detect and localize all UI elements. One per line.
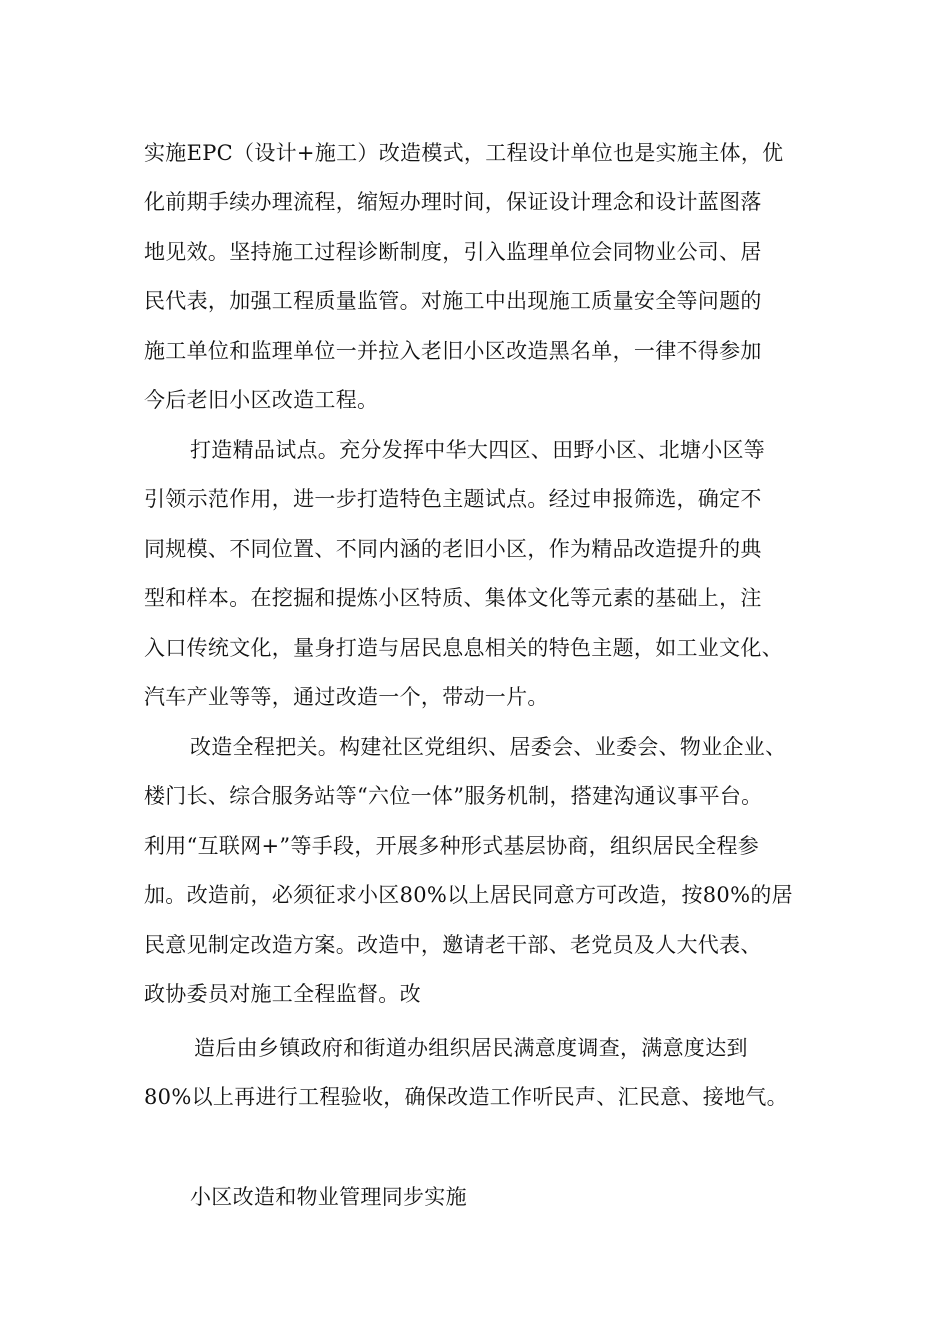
paragraph-3-line-3: 利用“互联网+”等手段，开展多种形式基层协商，组织居民全程参 bbox=[144, 834, 760, 858]
paragraph-4-line-2: 80%以上再进行工程验收，确保改造工作听民声、汇民意、接地气。 bbox=[144, 1085, 788, 1109]
paragraph-3-line-5: 民意见制定改造方案。改造中，邀请老干部、老党员及人大代表、 bbox=[144, 933, 762, 957]
paragraph-3-line-2: 楼门长、综合服务站等“六位一体”服务机制，搭建沟通议事平台。 bbox=[144, 784, 763, 808]
paragraph-1-line-3: 地见效。坚持施工过程诊断制度，引入监理单位会同物业公司、居 bbox=[144, 240, 762, 264]
paragraph-2-line-6: 汽车产业等等，通过改造一个，带动一片。 bbox=[144, 685, 549, 709]
paragraph-1-line-4: 民代表，加强工程质量监管。对施工中出现施工质量安全等问题的 bbox=[144, 289, 762, 313]
paragraph-2-line-2: 引领示范作用，进一步打造特色主题试点。经过申报筛选，确定不 bbox=[144, 487, 762, 511]
paragraph-3-line-1: 改造全程把关。构建社区党组织、居委会、业委会、物业企业、 bbox=[190, 735, 787, 759]
paragraph-2-line-1: 打造精品试点。充分发挥中华大四区、田野小区、北塘小区等 bbox=[190, 438, 766, 462]
paragraph-2-line-4: 型和样本。在挖掘和提炼小区特质、集体文化等元素的基础上，注 bbox=[144, 586, 762, 610]
paragraph-3-line-6: 政协委员对施工全程监督。改 bbox=[144, 982, 421, 1006]
paragraph-1-line-1: 实施EPC（设计+施工）改造模式，工程设计单位也是实施主体，优 bbox=[144, 141, 784, 165]
paragraph-1-line-5: 施工单位和监理单位一并拉入老旧小区改造黑名单，一律不得参加 bbox=[144, 339, 762, 363]
paragraph-1-line-2: 化前期手续办理流程，缩短办理时间，保证设计理念和设计蓝图落 bbox=[144, 190, 762, 214]
paragraph-4-line-1: 造后由乡镇政府和街道办组织居民满意度调查，满意度达到 bbox=[194, 1036, 748, 1060]
section-heading: 小区改造和物业管理同步实施 bbox=[190, 1185, 467, 1209]
paragraph-2-line-3: 同规模、不同位置、不同内涵的老旧小区，作为精品改造提升的典 bbox=[144, 537, 762, 561]
paragraph-3-line-4: 加。改造前，必须征求小区80%以上居民同意方可改造，按80%的居 bbox=[144, 883, 793, 907]
paragraph-1-line-6: 今后老旧小区改造工程。 bbox=[144, 388, 379, 412]
paragraph-2-line-5: 入口传统文化，量身打造与居民息息相关的特色主题，如工业文化、 bbox=[144, 636, 783, 660]
